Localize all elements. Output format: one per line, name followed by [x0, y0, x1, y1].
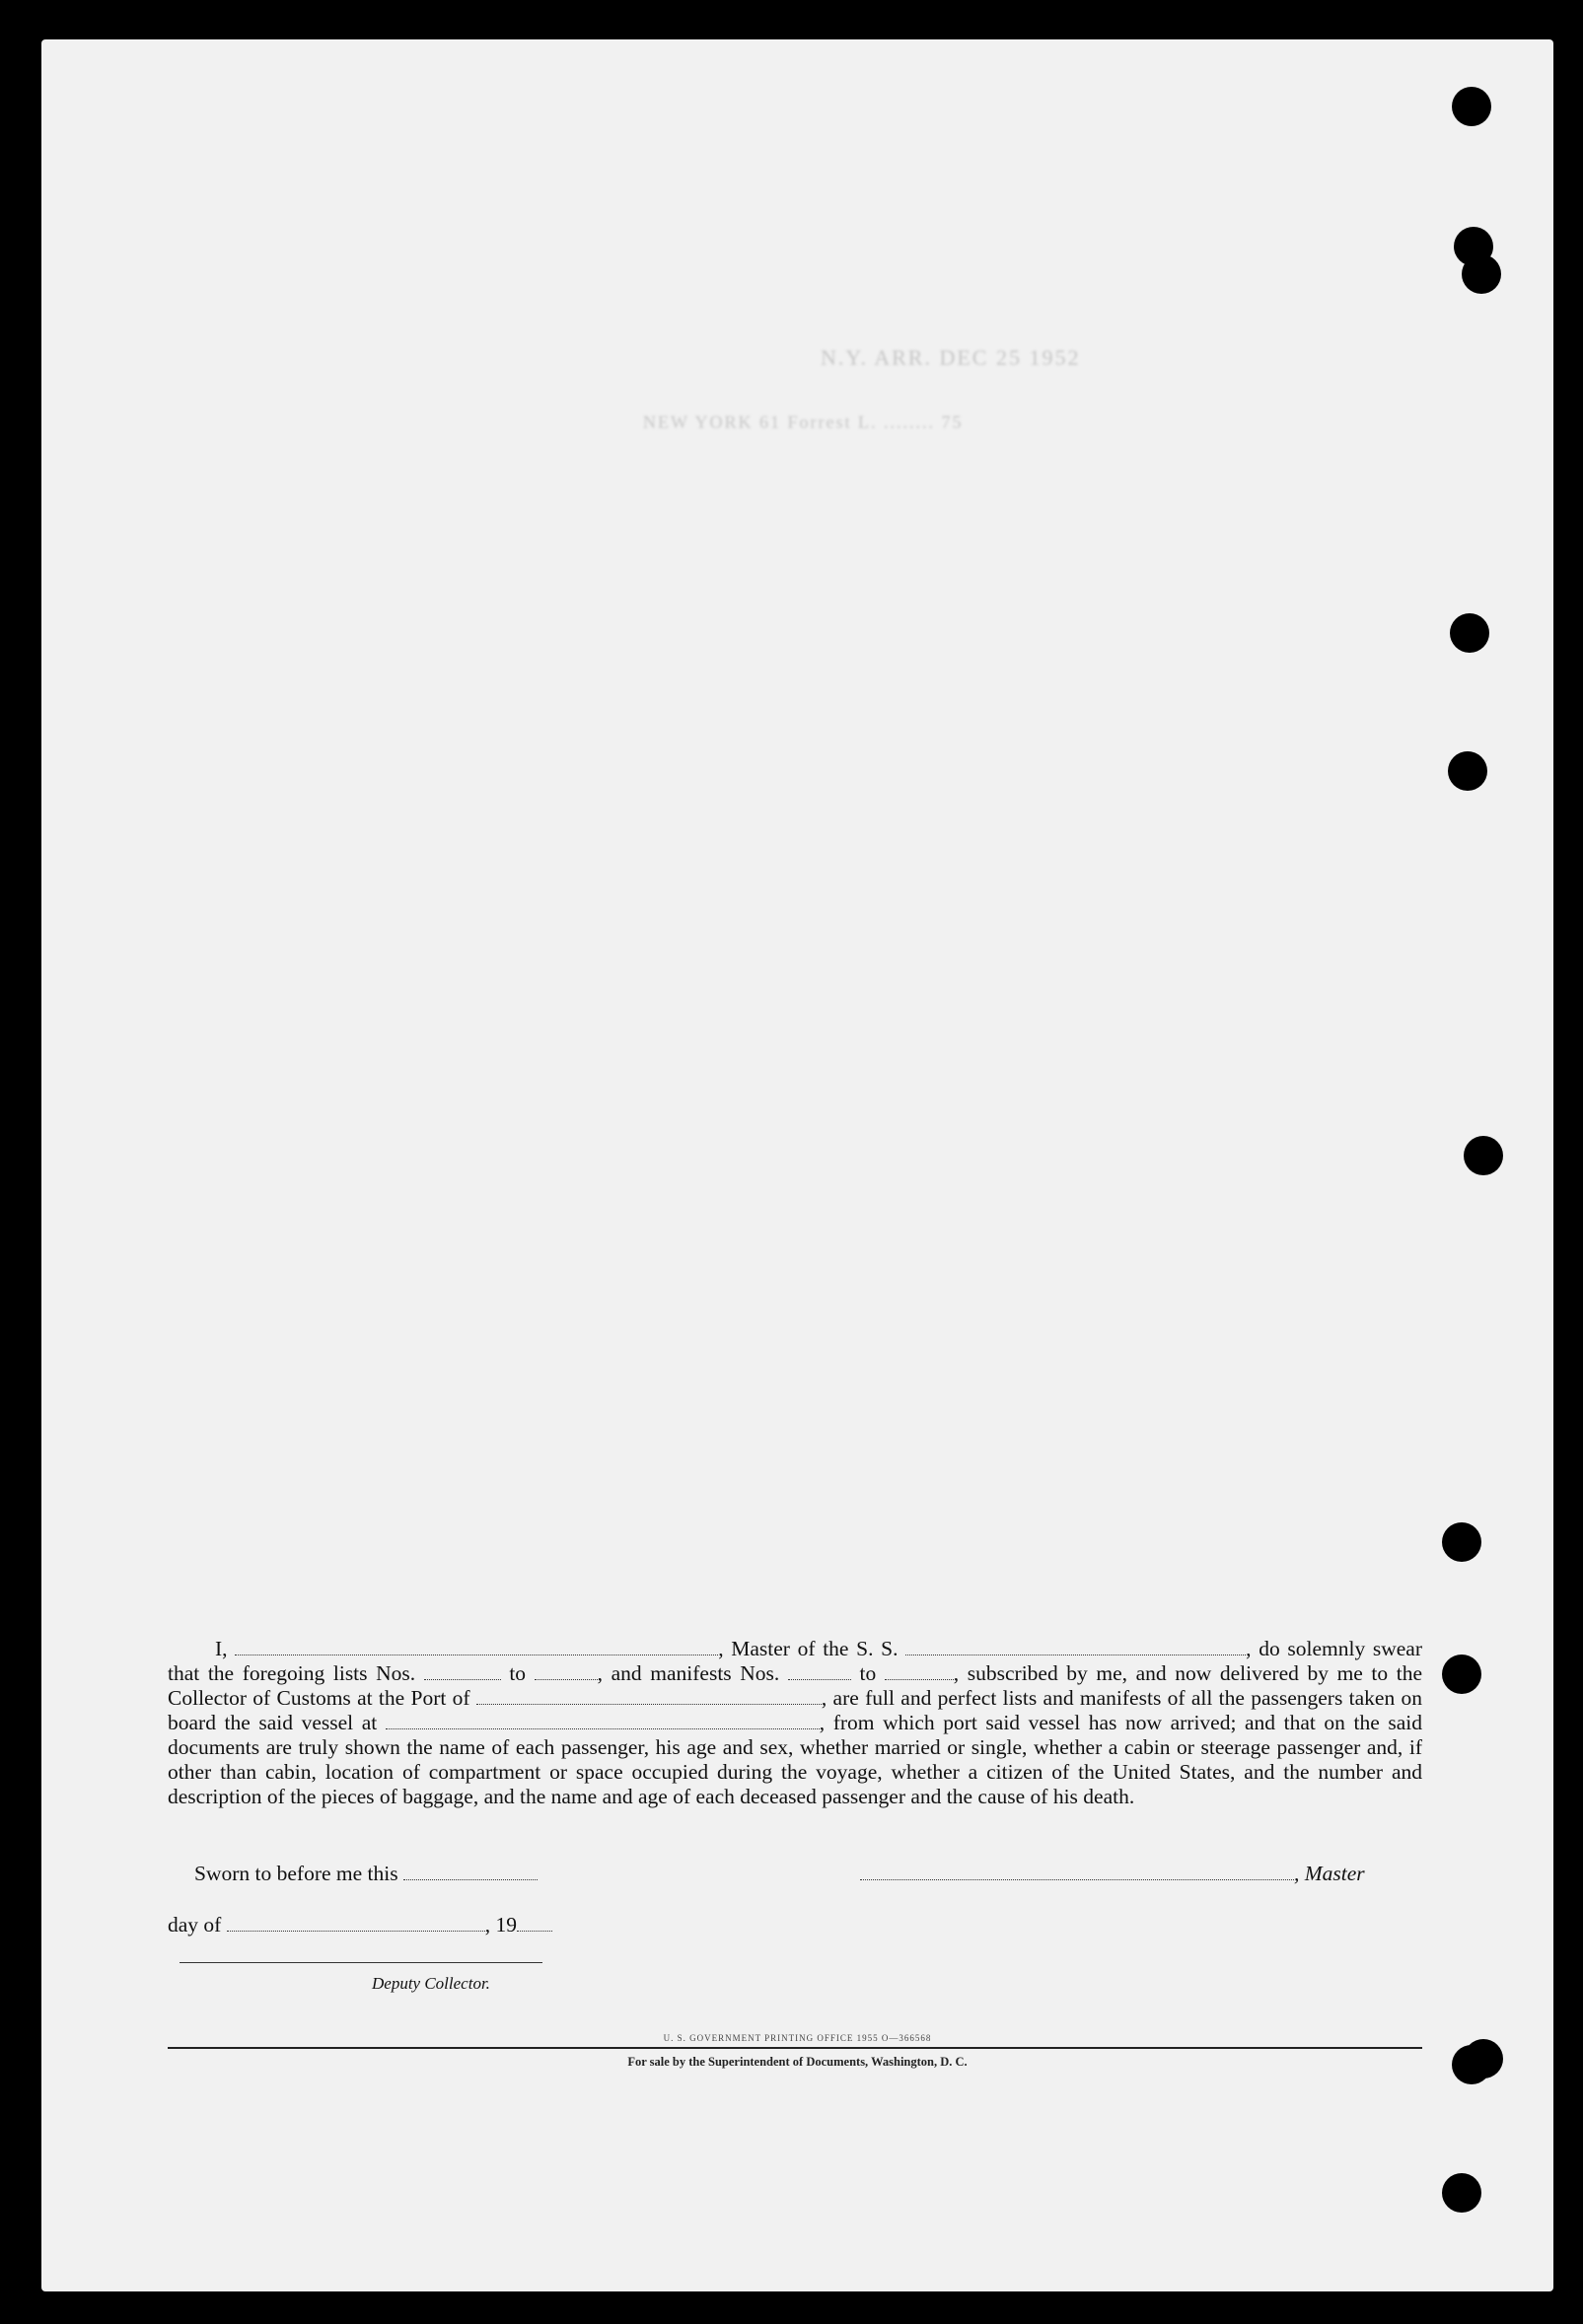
manifest-from-blank[interactable] — [788, 1662, 851, 1680]
document-page — [41, 39, 1553, 2291]
faint-stamp-line: N.Y. ARR. DEC 25 1952 — [821, 345, 1081, 370]
footer-rule — [168, 2047, 1422, 2049]
day-of-row — [168, 1913, 552, 1937]
oath-text: , Master of the S. S. — [718, 1637, 906, 1660]
punch-hole — [1450, 613, 1489, 653]
punch-hole — [1442, 2173, 1481, 2213]
master-name-blank[interactable] — [235, 1638, 718, 1655]
port-of-arrival-blank[interactable] — [476, 1687, 822, 1705]
sworn-row — [194, 1862, 538, 1886]
oath-text: , are full and perfect lists and manifests of all the passengers taken on board the said vessel at — [168, 1686, 1423, 1734]
oath-text: , subscribed by me, and now delivered by me to the Collector of Customs at the Port of — [168, 1661, 1423, 1710]
sworn-label: Sworn to before me this — [194, 1862, 398, 1885]
oath-text: , do solemnly swear that the foregoing lists Nos. — [168, 1637, 1423, 1685]
manifest-to-blank[interactable] — [885, 1662, 954, 1680]
list-from-blank[interactable] — [424, 1662, 501, 1680]
printing-office-imprint: U. S. GOVERNMENT PRINTING OFFICE 1955 O—366568 — [663, 2033, 932, 2043]
oath-text: , and manifests Nos. — [597, 1661, 788, 1685]
oath-text: to — [500, 1661, 535, 1685]
punch-hole — [1464, 1136, 1503, 1175]
master-label: , Master — [1294, 1862, 1365, 1885]
punch-hole — [1442, 1655, 1481, 1694]
year-prefix: , 19 — [484, 1913, 517, 1937]
deputy-collector-label: Deputy Collector. — [372, 1974, 490, 1993]
day-of-label: day of — [168, 1913, 222, 1937]
oath-text: to — [850, 1661, 885, 1685]
sworn-day-blank[interactable] — [403, 1863, 538, 1880]
faint-stamp-line: NEW YORK 61 Forrest L. ........ 75 — [643, 412, 964, 432]
ship-name-blank[interactable] — [905, 1638, 1246, 1655]
punch-hole — [1462, 254, 1501, 294]
deputy-signature-line[interactable] — [180, 1962, 542, 1963]
oath-text: , from which port said vessel has now arrived; and that on the said documents are truly shown the name of each passenger, his age and sex, whether married or single, whether a cabin or steerage passenger and, if other than cabin, location of compartment or space occupied during the voyage, whether a citizen of the United States, and the number and description of the pieces of baggage, and the name and age of each deceased passenger and the cause of his death. — [168, 1711, 1422, 1808]
master-signature-blank[interactable] — [860, 1863, 1294, 1880]
oath-text: I, — [215, 1637, 236, 1660]
master-oath-paragraph — [168, 1637, 1422, 1809]
punch-hole — [1452, 87, 1491, 126]
master-signature-row — [860, 1862, 1365, 1886]
year-blank[interactable] — [517, 1914, 552, 1932]
port-of-departure-blank[interactable] — [386, 1712, 820, 1729]
month-blank[interactable] — [227, 1914, 485, 1932]
punch-hole — [1442, 1522, 1481, 1562]
punch-hole — [1448, 751, 1487, 791]
sale-notice: For sale by the Superintendent of Documents, Washington, D. C. — [627, 2055, 968, 2069]
list-to-blank[interactable] — [535, 1662, 598, 1680]
